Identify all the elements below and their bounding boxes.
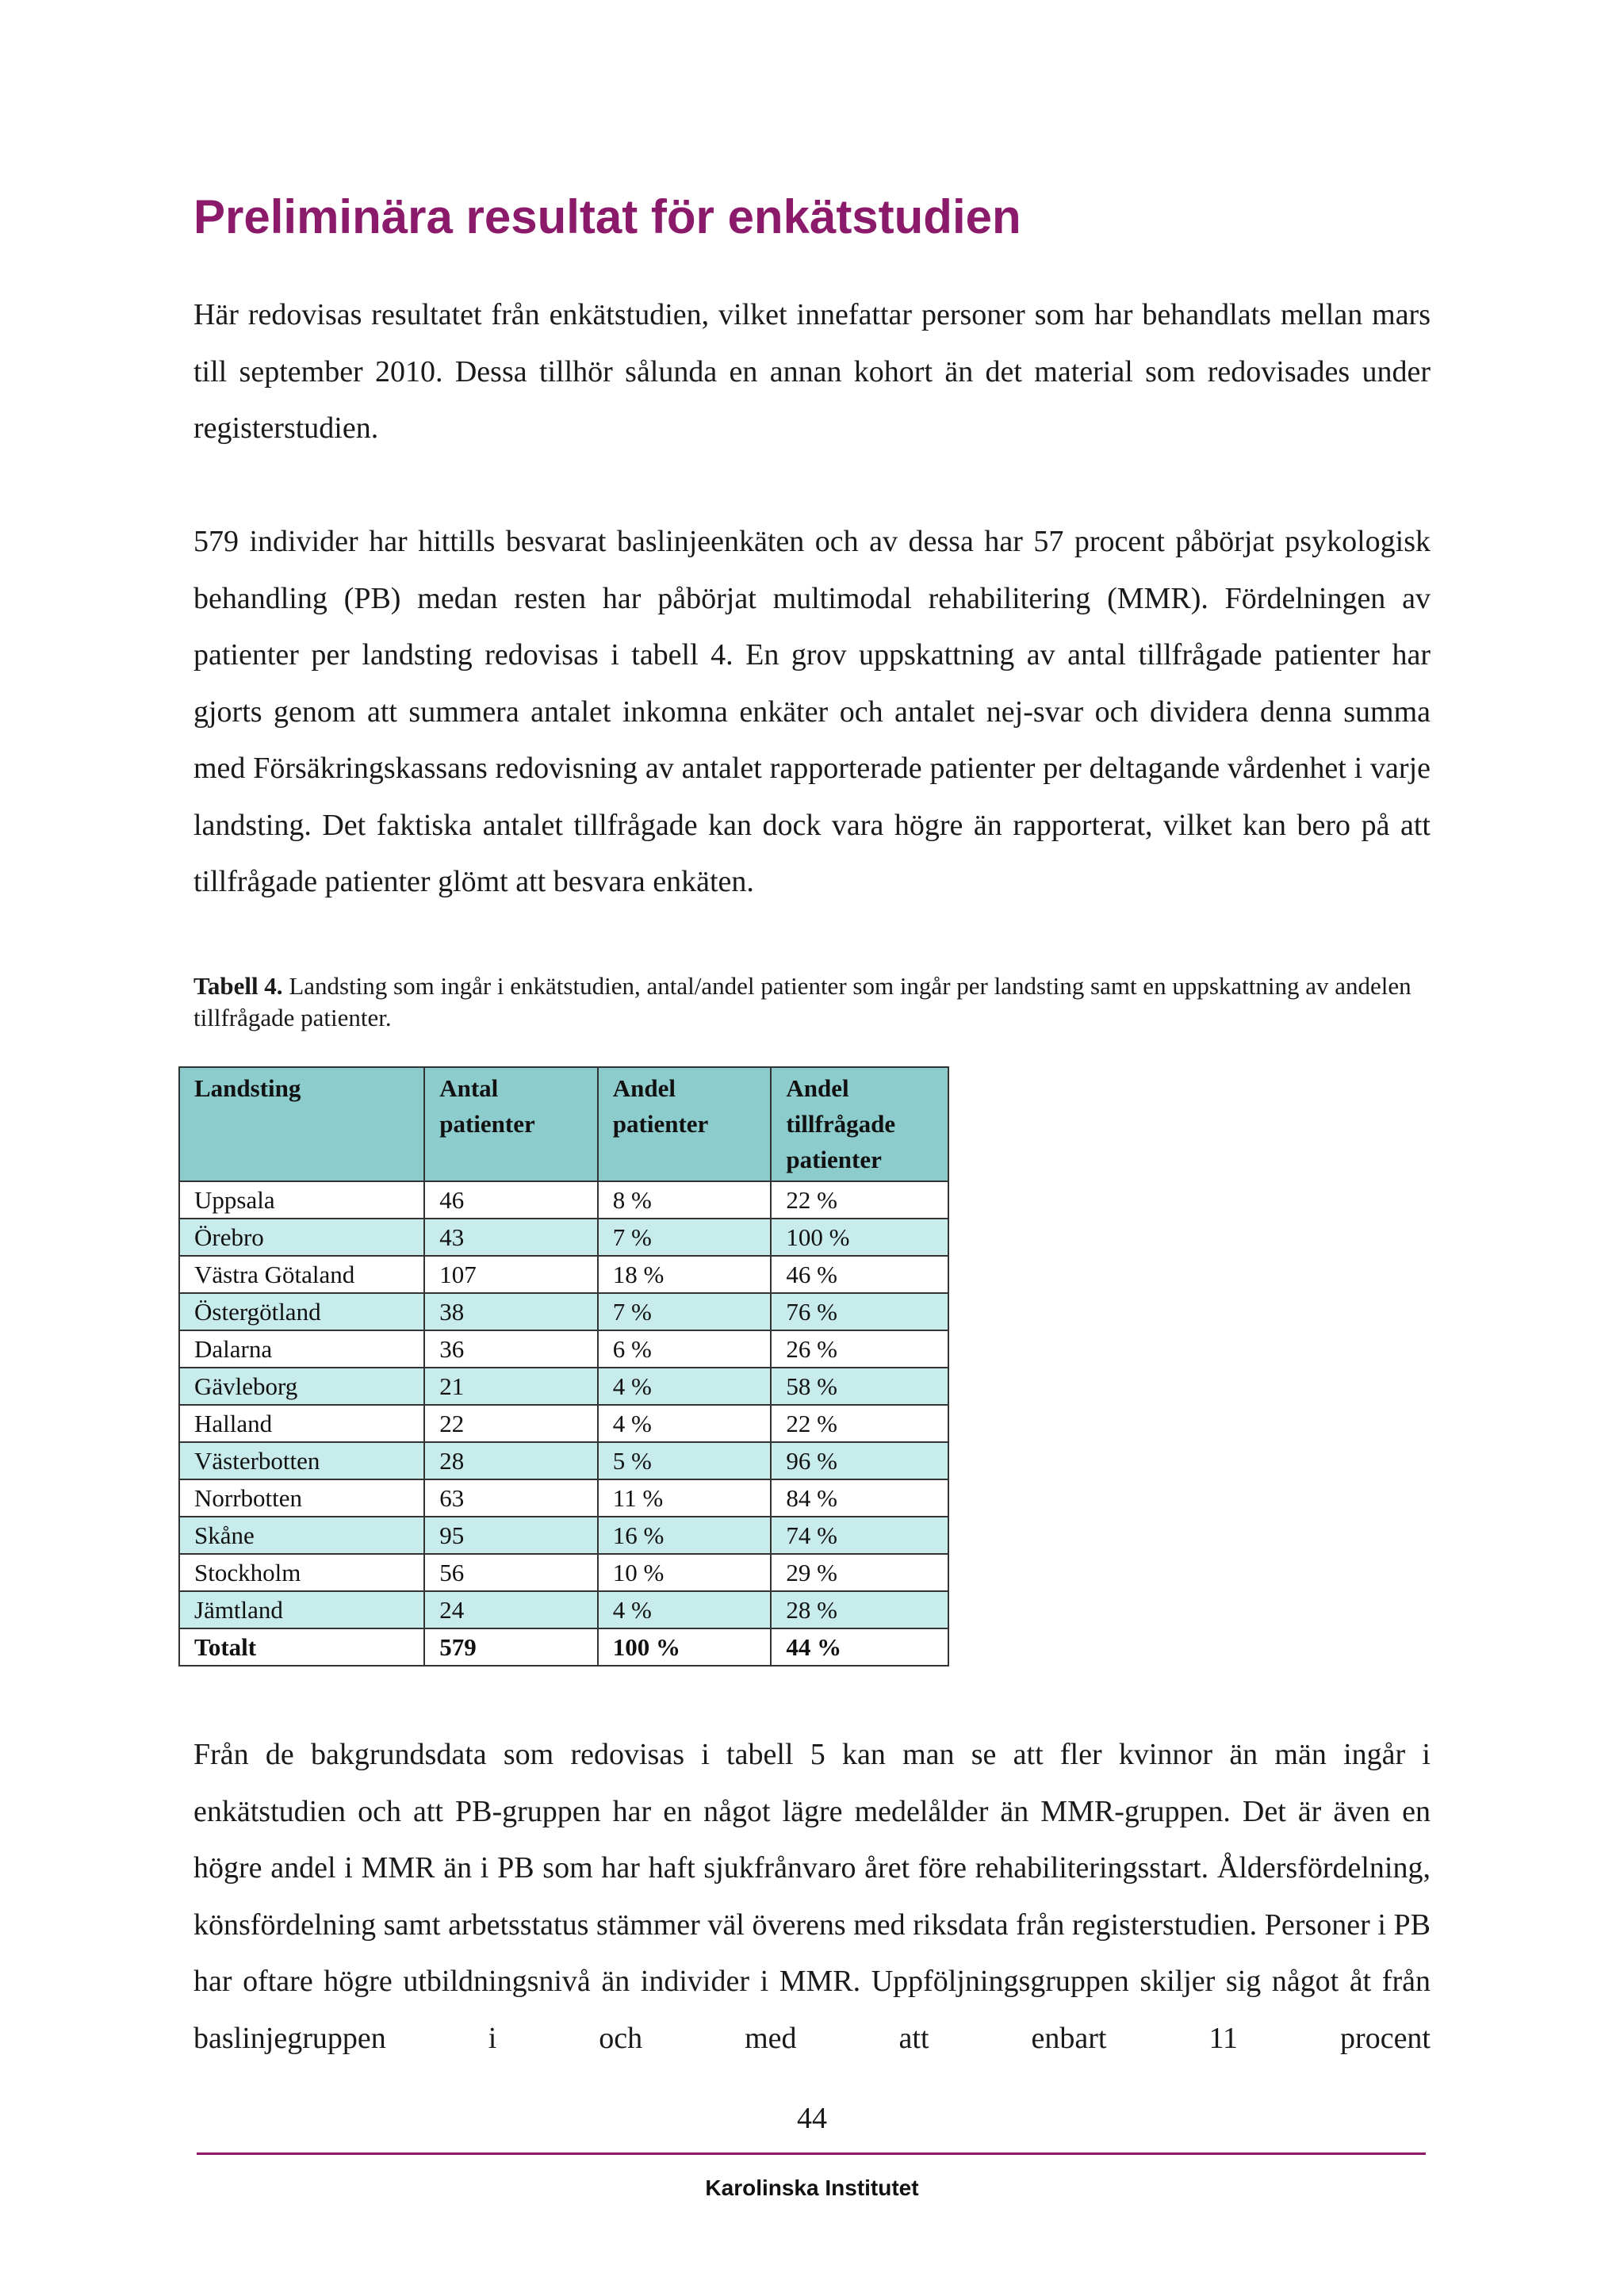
- cell-landsting: Östergötland: [179, 1293, 424, 1330]
- cell-antal: 56: [424, 1554, 598, 1591]
- table-row: [179, 1479, 948, 1517]
- total-andel: 100 %: [598, 1628, 772, 1666]
- cell-andel: 7 %: [598, 1219, 772, 1256]
- cell-antal: 107: [424, 1256, 598, 1293]
- cell-landsting: Dalarna: [179, 1330, 424, 1368]
- total-antal: 579: [424, 1628, 598, 1666]
- cell-andel: 6 %: [598, 1330, 772, 1368]
- table-caption-text: Landsting som ingår i enkätstudien, antal/andel patienter som ingår per landsting samt en uppskattning av andelen tillfrågade patienter.: [193, 972, 1411, 1031]
- cell-antal: 36: [424, 1330, 598, 1368]
- cell-andel: 18 %: [598, 1256, 772, 1293]
- table-caption-label: Tabell 4.: [193, 972, 283, 1000]
- intro-paragraph: Här redovisas resultatet från enkätstudien, vilket innefattar personer som har behandlats mellan mars till september 2010. Dessa tillhör sålunda en annan kohort än det material som redovisades under registerstudien.: [193, 298, 1431, 445]
- cell-andel: 8 %: [598, 1181, 772, 1219]
- total-tillfragade: 44 %: [771, 1628, 948, 1666]
- cell-landsting: Skåne: [179, 1517, 424, 1554]
- table-row: [179, 1219, 948, 1256]
- background-data-paragraph: Från de bakgrundsdata som redovisas i tabell 5 kan man se att fler kvinnor än män ingår i enkätstudien och att PB-gruppen har en något lägre medelålder än MMR-gruppen. Det är även en högre andel i MMR än i PB som har haft sjukfrånvaro året före rehabiliteringsstart. Åldersfördelning, könsfördelning samt arbetsstatus stämmer väl överens med riksdata från registerstudien. Personer i PB har oftare högre utbildningsnivå än individer i MMR. Uppföljningsgruppen skiljer sig något åt från baslinjegruppen i och med att enbart 11 procent: [193, 1738, 1431, 2055]
- cell-landsting: Gävleborg: [179, 1368, 424, 1405]
- table-row: [179, 1405, 948, 1442]
- cell-andel: 4 %: [598, 1368, 772, 1405]
- header-landsting: Landsting: [179, 1067, 424, 1181]
- cell-landsting: Uppsala: [179, 1181, 424, 1219]
- cell-tillfragade: 74 %: [771, 1517, 948, 1554]
- footer-institution: Karolinska Institutet: [705, 2175, 919, 2200]
- cell-andel: 16 %: [598, 1517, 772, 1554]
- cell-antal: 95: [424, 1517, 598, 1554]
- cell-landsting: Västra Götaland: [179, 1256, 424, 1293]
- cell-antal: 38: [424, 1293, 598, 1330]
- cell-antal: 46: [424, 1181, 598, 1219]
- table-row: [179, 1442, 948, 1479]
- cell-antal: 24: [424, 1591, 598, 1628]
- cell-tillfragade: 46 %: [771, 1256, 948, 1293]
- header-andel-patienter: Andel patienter: [598, 1067, 772, 1181]
- header-antal-patienter: Antal patienter: [424, 1067, 598, 1181]
- cell-landsting: Jämtland: [179, 1591, 424, 1628]
- cell-tillfragade: 58 %: [771, 1368, 948, 1405]
- cell-antal: 21: [424, 1368, 598, 1405]
- table-row: [179, 1591, 948, 1628]
- table-row: [179, 1181, 948, 1219]
- cell-andel: 10 %: [598, 1554, 772, 1591]
- cell-tillfragade: 26 %: [771, 1330, 948, 1368]
- cell-tillfragade: 100 %: [771, 1219, 948, 1256]
- table-total-row: [179, 1628, 948, 1666]
- cell-tillfragade: 22 %: [771, 1405, 948, 1442]
- cell-andel: 11 %: [598, 1479, 772, 1517]
- cell-landsting: Västerbotten: [179, 1442, 424, 1479]
- footer-divider: [197, 2152, 1426, 2155]
- cell-antal: 22: [424, 1405, 598, 1442]
- cell-landsting: Stockholm: [179, 1554, 424, 1591]
- table-caption: [193, 970, 1431, 1034]
- page-number: 44: [797, 2102, 827, 2135]
- cell-antal: 28: [424, 1442, 598, 1479]
- cell-tillfragade: 84 %: [771, 1479, 948, 1517]
- header-andel-tillfragade: Andel tillfrågade patienter: [771, 1067, 948, 1181]
- cell-andel: 5 %: [598, 1442, 772, 1479]
- cell-tillfragade: 96 %: [771, 1442, 948, 1479]
- table-row: [179, 1554, 948, 1591]
- table-row: [179, 1330, 948, 1368]
- cell-landsting: Norrbotten: [179, 1479, 424, 1517]
- cell-tillfragade: 28 %: [771, 1591, 948, 1628]
- cell-andel: 7 %: [598, 1293, 772, 1330]
- cell-antal: 43: [424, 1219, 598, 1256]
- cell-tillfragade: 22 %: [771, 1181, 948, 1219]
- respondents-paragraph: 579 individer har hittills besvarat baslinjeenkäten och av dessa har 57 procent påbörjat psykologisk behandling (PB) medan resten har påbörjat multimodal rehabilitering (MMR). Fördelningen av patienter per landsting redovisas i tabell 4. En grov uppskattning av antal tillfrågade patienter har gjorts genom att summera antalet inkomna enkäter och antalet nej-svar och dividera denna summa med Försäkringskassans redovisning av antalet rapporterade patienter per deltagande vårdenhet i varje landsting. Det faktiska antalet tillfrågade kan dock vara högre än rapporterat, vilket kan bero på att tillfrågade patienter glömt att besvara enkäten.: [193, 525, 1431, 898]
- table-row: [179, 1256, 948, 1293]
- table-header-row: [179, 1067, 948, 1181]
- table-row: [179, 1517, 948, 1554]
- table-row: [179, 1293, 948, 1330]
- total-label: Totalt: [179, 1628, 424, 1666]
- landsting-table: [178, 1066, 949, 1667]
- cell-andel: 4 %: [598, 1405, 772, 1442]
- cell-landsting: Halland: [179, 1405, 424, 1442]
- section-heading: Preliminära resultat för enkätstudien: [193, 190, 1021, 243]
- cell-andel: 4 %: [598, 1591, 772, 1628]
- cell-landsting: Örebro: [179, 1219, 424, 1256]
- cell-tillfragade: 76 %: [771, 1293, 948, 1330]
- cell-tillfragade: 29 %: [771, 1554, 948, 1591]
- table-row: [179, 1368, 948, 1405]
- cell-antal: 63: [424, 1479, 598, 1517]
